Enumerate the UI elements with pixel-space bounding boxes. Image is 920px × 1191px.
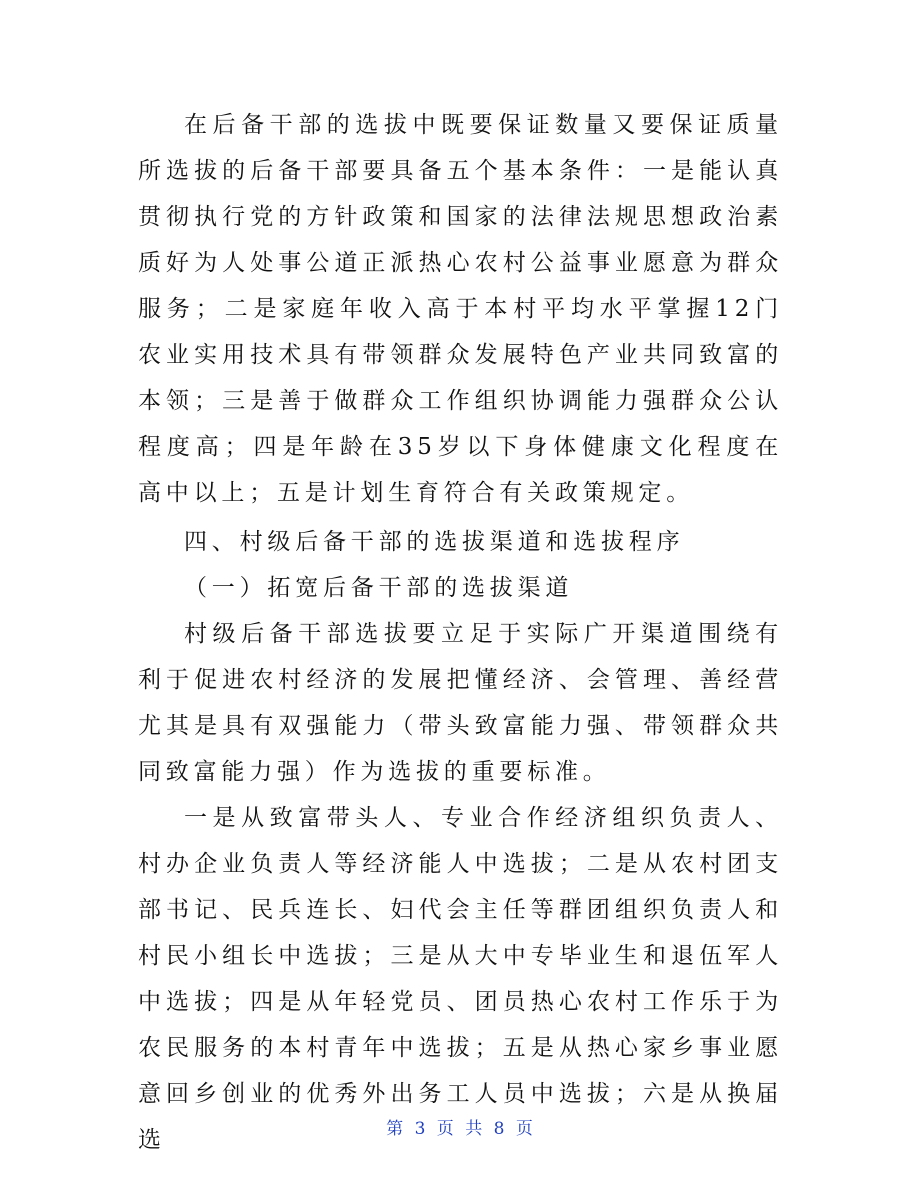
paragraph-conditions: 在后备干部的选拔中既要保证数量又要保证质量所选拔的后备干部要具备五个基本条件：一是能认真贯彻执行党的方针政策和国家的法律法规思想政治素质好为人处事公道正派热心农村公益事业愿意为群众服务；二是家庭年收入高于本村平均水平掌握12门农业实用技术具有带领群众发展特色产业共同致富的本领；三是善于做群众工作组织协调能力强群众公认程度高；四是年龄在35岁以下身体健康文化程度在高中以上；五是计划生育符合有关政策规定。 bbox=[138, 112, 783, 506]
page-number-footer bbox=[0, 1114, 920, 1139]
paragraph-sources: 一是从致富带头人、专业合作经济组织负责人、村办企业负责人等经济能人中选拔；二是从农村团支部书记、民兵连长、妇代会主任等群团组织负责人和村民小组长中选拔；三是从大中专毕业生和退伍军人中选拔；四是从年轻党员、团员热心农村工作乐于为农民服务的本村青年中选拔；五是从热心家乡事业愿意回乡创业的优秀外出务工人员中选拔；六是从换届选 bbox=[138, 805, 783, 1153]
footer-total-pages: 8 bbox=[493, 1119, 506, 1139]
section-heading: 四、村级后备干部的选拔渠道和选拔程序 bbox=[184, 529, 685, 555]
subsection-heading: （一）拓宽后备干部的选拔渠道 bbox=[184, 575, 574, 601]
document-body bbox=[138, 102, 783, 1163]
footer-total-label: 共 bbox=[465, 1119, 484, 1139]
footer-prefix: 第 bbox=[386, 1119, 405, 1139]
footer-page-label: 页 bbox=[436, 1119, 455, 1139]
footer-current-page: 3 bbox=[414, 1119, 427, 1139]
paragraph-channels: 村级后备干部选拔要立足于实际广开渠道围绕有利于促进农村经济的发展把懂经济、会管理、善经营尤其是具有双强能力（带头致富能力强、带领群众共同致富能力强）作为选拔的重要标准。 bbox=[138, 621, 783, 785]
footer-suffix: 页 bbox=[515, 1119, 534, 1139]
